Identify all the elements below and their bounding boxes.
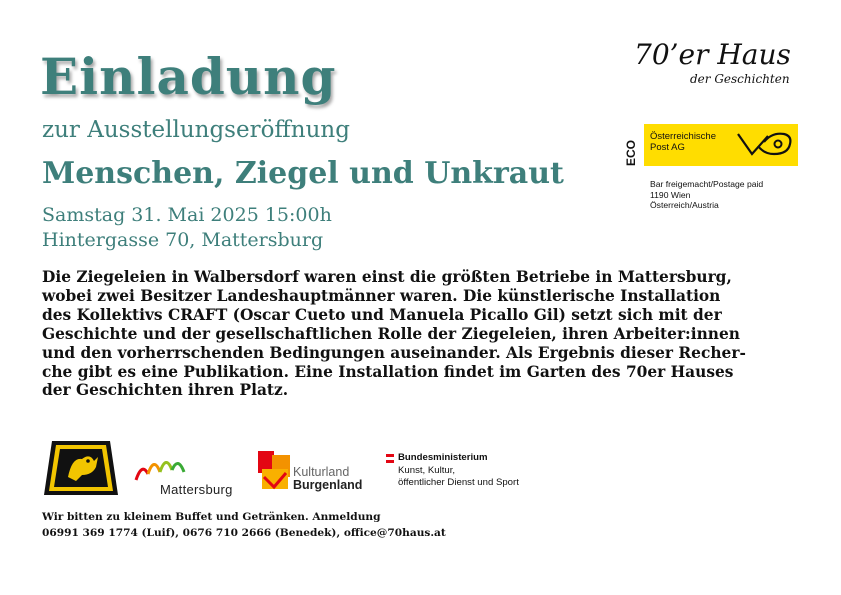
ministry-name [398, 452, 519, 490]
exhibition-title: Menschen, Ziegel und Unkraut [42, 156, 564, 191]
post-name-line1: Österreichische [650, 131, 716, 142]
postage-info [650, 179, 763, 211]
ministry-line2: Kunst, Kultur, [398, 464, 456, 476]
brand-name: 70’er Haus [634, 38, 791, 71]
invitation-subtitle: zur Ausstellungseröffnung [42, 117, 350, 143]
mattersburg-logo-icon [134, 452, 190, 486]
postage-info-3: Österreich/Austria [650, 200, 719, 210]
ministry-line1: Bundesministerium [398, 452, 488, 463]
body-line: und den vorherrschenden Bedingungen auseinander. Als Ergebnis dieser Recher- [42, 343, 746, 362]
body-line: wobei zwei Besitzer Landeshauptmänner waren. Die künstlerische Installation [42, 286, 721, 305]
postage-info-1: Bar freigemacht/Postage paid [650, 179, 764, 189]
austria-flag-icon [386, 454, 394, 463]
coat-of-arms-logo [42, 439, 120, 497]
mattersburg-name: Mattersburg [160, 482, 233, 497]
footer-contact: 06991 369 1774 (Luif), 0676 710 2666 (Benedek), office@70haus.at [42, 527, 446, 539]
invitation-title: Einladung [40, 47, 337, 106]
kulturland-logo-icon [258, 451, 292, 491]
kulturland-name [293, 466, 362, 492]
kulturland-line1: Kulturland [293, 465, 350, 479]
kulturland-line2-text: Burgenland [293, 478, 363, 492]
body-line: Die Ziegeleien in Walbersdorf waren einst die größten Betriebe in Mattersburg, [42, 268, 732, 286]
body-line: des Kollektivs CRAFT (Oscar Cueto und Manuela Picallo Gil) setzt sich mit der [42, 305, 722, 324]
invitation-body [42, 268, 787, 400]
kulturland-line2 [293, 479, 362, 492]
event-address: Hintergasse 70, Mattersburg [42, 229, 324, 251]
ministry-line3: öffentlicher Dienst und Sport [398, 477, 519, 488]
posthorn-icon [734, 128, 796, 162]
event-date: Samstag 31. Mai 2025 15:00h [42, 204, 332, 226]
post-name [650, 131, 716, 153]
postage-info-2: 1190 Wien [650, 189, 691, 200]
brand-tagline: der Geschichten [690, 72, 790, 86]
post-name-line2: Post AG [650, 142, 685, 153]
body-line: der Geschichten ihren Platz. [42, 381, 289, 400]
body-line: Geschichte und der gesellschaftlichen Rolle der Ziegeleien, ihren Arbeiter:innen [42, 324, 740, 343]
body-line: che gibt es eine Publikation. Eine Installation findet im Garten des 70er Hauses [42, 362, 734, 381]
eco-label: ECO [624, 139, 638, 166]
footer-invite: Wir bitten zu kleinem Buffet und Getränken. Anmeldung [42, 511, 381, 523]
